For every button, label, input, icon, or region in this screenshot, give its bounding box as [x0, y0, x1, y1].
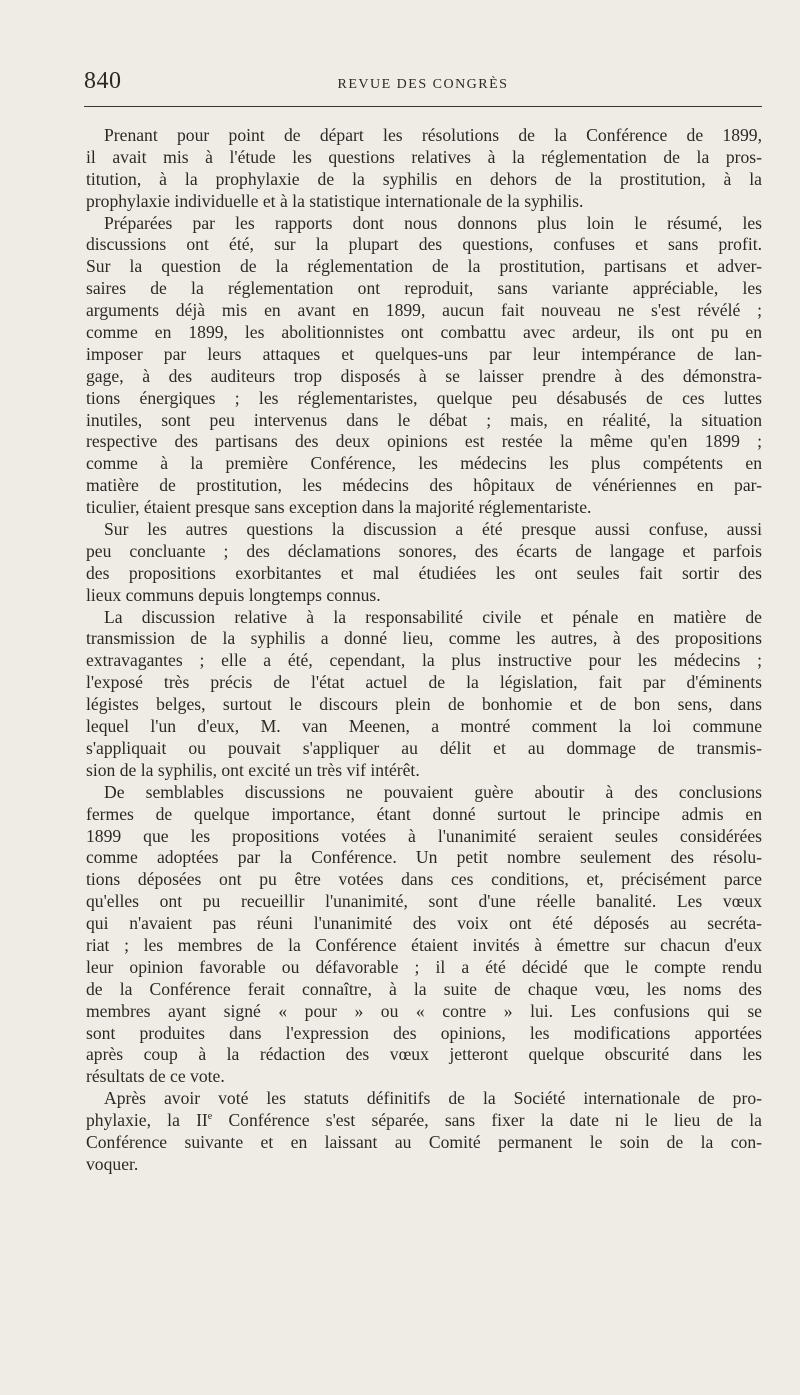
text-line: Prenant pour point de départ les résolutions de la Conférence de 1899, [104, 125, 762, 145]
superscript: e [207, 1111, 213, 1123]
text-line: résultats de ce vote. [86, 1066, 225, 1087]
paragraph [86, 1088, 762, 1176]
text-line: inutiles, sont peu intervenus dans le débat ; mais, en réalité, la situation [86, 409, 762, 430]
text-line: Après avoir voté les statuts définitifs de la Société internationale de pro- [104, 1088, 762, 1109]
text-line: prophylaxie individuelle et à la statistique internationale de la syphilis. [86, 190, 584, 211]
text-line: qu'elles ont pu recueillir l'unanimité, sont d'une réelle banalité. Les vœux [86, 891, 762, 912]
text-line: leur opinion favorable ou défavorable ; il a été décidé que le compte rendu [86, 956, 762, 977]
text-line: La discussion relative à la responsabilité civile et pénale en matière de [104, 606, 762, 627]
text-line: gage, à des auditeurs trop disposés à se laisser prendre à des démonstra- [86, 365, 762, 386]
text-line: riat ; les membres de la Conférence étaient invités à émettre sur chacun d'eux [86, 934, 762, 955]
running-head: REVUE DES CONGRÈS [337, 77, 509, 92]
text-line: tions énergiques ; les réglementaristes, quelque peu désabusés de ces luttes [86, 387, 762, 408]
text-line: ticulier, étaient presque sans exception dans la majorité réglementariste. [86, 497, 592, 518]
text-line: extravagantes ; elle a été, cependant, la plus instructive pour les médecins ; [86, 650, 762, 671]
text-line: transmission de la syphilis a donné lieu, comme les autres, à des propositions [86, 628, 762, 649]
text-line: Conférence suivante et en laissant au Comité permanent le soin de la con- [86, 1131, 762, 1152]
text-line: peu concluante ; des déclamations sonores, des écarts de langage et parfois [86, 540, 762, 561]
text-line: des propositions exorbitantes et mal étudiées les ont seules fait sortir des [86, 562, 762, 583]
text-segment: Conférence s'est séparée, sans fixer la date ni le lieu de la [212, 1110, 762, 1131]
paragraph [86, 125, 762, 213]
text-line: discussions ont été, sur la plupart des questions, confuses et sans profit. [86, 234, 762, 255]
text-line: Préparées par les rapports dont nous donnons plus loin le résumé, les [104, 212, 762, 233]
text-line: 1899 que les propositions votées à l'unanimité seraient seules considérées [86, 825, 762, 846]
text-line: il avait mis à l'étude les questions relatives à la réglementation de la pros- [86, 146, 762, 167]
text-line [86, 1110, 762, 1132]
text-line: titution, à la prophylaxie de la syphilis en dehors de la prostitution, à la [86, 168, 762, 189]
text-line: membres ayant signé « pour » ou « contre » lui. Les confusions qui se [86, 1000, 762, 1021]
text-line: tions déposées ont pu être votées dans ces conditions, et, précisément parce [86, 869, 762, 890]
body-text [86, 125, 762, 1176]
text-line: Sur la question de la réglementation de la prostitution, partisans et adver- [86, 256, 762, 277]
text-line: De semblables discussions ne pouvaient guère aboutir à des conclusions [104, 781, 762, 802]
text-line: comme adoptées par la Conférence. Un petit nombre seulement des résolu- [86, 847, 762, 868]
text-line: comme à la première Conférence, les médecins les plus compétents en [86, 453, 762, 474]
text-line: lieux communs depuis longtemps connus. [86, 584, 381, 605]
text-segment: phylaxie, la II [86, 1110, 208, 1131]
text-line: après coup à la rédaction des vœux jetteront quelque obscurité dans les [86, 1044, 762, 1065]
paragraph [86, 213, 762, 519]
page-number: 840 [84, 68, 122, 94]
paragraph [86, 782, 762, 1088]
text-line: qui n'avaient pas réuni l'unanimité des voix ont été déposés au secréta- [86, 913, 762, 934]
page-header [84, 68, 762, 107]
text-line: voquer. [86, 1153, 139, 1174]
text-line: comme en 1899, les abolitionnistes ont combattu avec ardeur, ils ont pu en [86, 322, 762, 343]
text-line: arguments déjà mis en avant en 1899, aucun fait nouveau ne s'est révélé ; [86, 300, 762, 321]
text-line: sion de la syphilis, ont excité un très vif intérêt. [86, 759, 420, 780]
text-line: Sur les autres questions la discussion a été presque aussi confuse, aussi [104, 519, 762, 540]
text-line: saires de la réglementation ont reproduit, sans variante appréciable, les [86, 278, 762, 299]
paragraph [86, 519, 762, 607]
text-line: respective des partisans des deux opinions est restée la même qu'en 1899 ; [86, 431, 762, 452]
text-line: s'appliquait ou pouvait s'appliquer au délit et au dommage de transmis- [86, 737, 762, 758]
text-line: légistes belges, surtout le discours plein de bonhomie et de bon sens, dans [86, 694, 762, 715]
text-line: imposer par leurs attaques et quelques-uns par leur intempérance de lan- [86, 343, 762, 364]
text-line: lequel l'un d'eux, M. van Meenen, a montré comment la loi commune [86, 716, 762, 737]
text-line: fermes de quelque importance, étant donné surtout le principe admis en [86, 803, 762, 824]
paragraph [86, 607, 762, 782]
text-line: sont produites dans l'expression des opinions, les modifications apportées [86, 1022, 762, 1043]
text-line: l'exposé très précis de l'état actuel de la législation, fait par d'éminents [86, 672, 762, 693]
text-line: de la Conférence ferait connaître, à la suite de chaque vœu, les noms des [86, 978, 762, 999]
text-line: matière de prostitution, les médecins des hôpitaux de vénériennes en par- [86, 475, 762, 496]
